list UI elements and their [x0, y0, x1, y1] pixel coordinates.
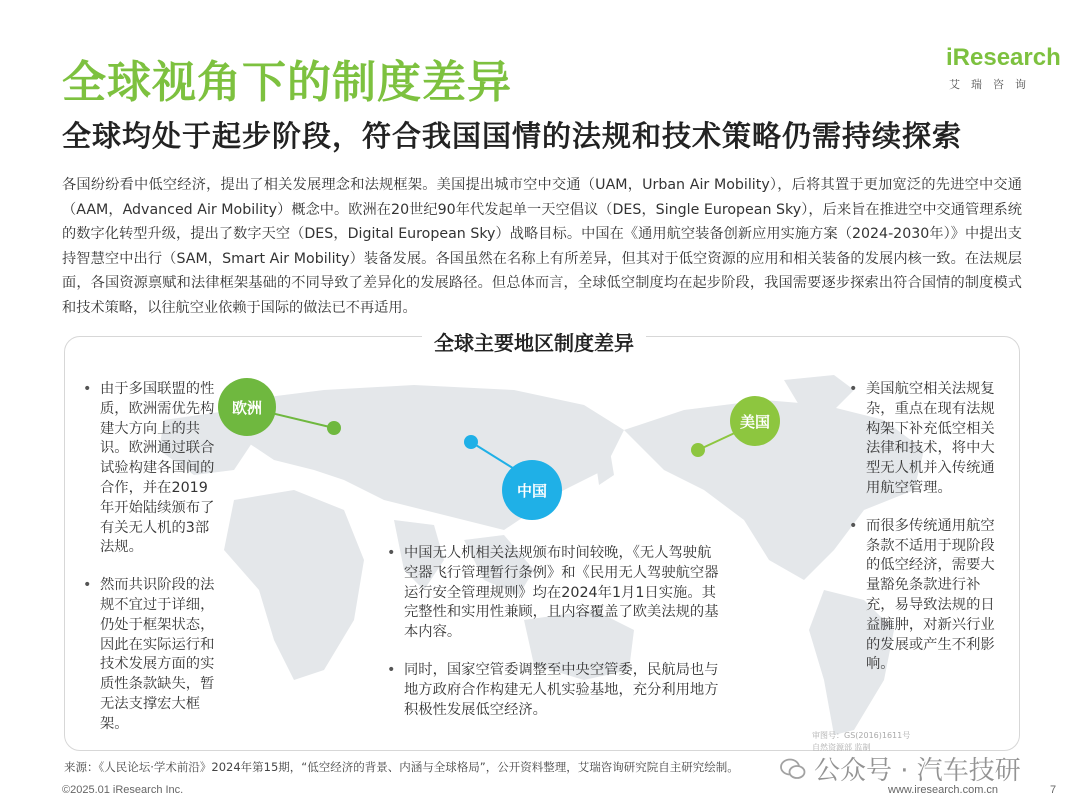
logo-sub: 艾瑞咨询: [949, 78, 1037, 91]
europe-label: 欧洲: [218, 378, 276, 436]
usa-label: 美国: [730, 396, 780, 446]
list-item: • 同时，国家空管委调整至中央空管委，民航局也与地方政府合作构建无人机实验基地，充分利用地方积极性发展低空经济。: [384, 661, 724, 720]
list-item: • 美国航空相关法规复杂，重点在现有法规构架下补充低空相关法律和技术，将中大型无人机并入传统通用航空管理。: [846, 380, 1006, 499]
logo-brand: iResearch: [946, 44, 1061, 71]
page-title: 全球视角下的制度差异: [62, 57, 512, 108]
footer-website[interactable]: www.iresearch.com.cn: [888, 784, 999, 796]
panel-title: 全球主要地区制度差异: [422, 327, 646, 356]
intro-paragraph: 各国纷纷看中低空经济，提出了相关发展理念和法规框架。美国提出城市空中交通（UAM，Urban Air Mobility），后将其置于更加宽泛的先进空中交通（AAM，Advanced Air Mobility）概念中。欧洲在20世纪90年代发起单一天空倡议（DES，Single European Sky），后来旨在推进空中交通管理系统的数字化转型升级，提出了数字天空（DES，Digital European Sky）战略目标。中国在《通用航空装备创新应用实施方案（2024-2030年）》中提出支持智慧空中出行（SAM，Smart Air Mobility）装备发展。各国虽然在名称上有所差异，但其对于低空资源的应用和相关装备的发展内核一致。在法规层面，各国资源禀赋和法律框架基础的不同导致了差异化的发展路径。但总体而言，全球低空制度均在起步阶段，我国需要逐步探索出符合国情的制度模式和技术策略，以往航空业依赖于国际的做法已不再适用。: [62, 177, 1022, 316]
watermark-text: 公众号 · 汽车技研: [814, 756, 1021, 786]
map-approval-stamp: 审图号：GS(2016)1611号 自然资源部 监制: [812, 731, 911, 752]
wechat-icon: [780, 758, 806, 780]
list-item: • 由于多国联盟的性质，欧洲需优先构建大方向上的共识。欧洲通过联合试验构建各国间的合作，并在2019年开始陆续颁布了有关无人机的3部法规。: [80, 380, 220, 558]
list-item: • 而很多传统通用航空条款不适用于现阶段的低空经济，需要大量豁免条款进行补充，易导致法规的日益臃肿，对新兴行业的发展或产生不利影响。: [846, 517, 1006, 675]
usa-notes: [846, 380, 1006, 693]
china-notes: [384, 544, 724, 738]
page-subtitle: 全球均处于起步阶段，符合我国国情的法规和技术策略仍需持续探索: [62, 119, 963, 153]
page-number: 7: [1050, 784, 1057, 796]
footer-copyright: ©2025.01 iResearch Inc.: [62, 784, 184, 796]
source-note: 来源：《人民论坛·学术前沿》2024年第15期，“低空经济的背景、内涵与全球格局”，公开资料整理，艾瑞咨询研究院自主研究绘制。: [64, 760, 739, 774]
list-item: • 然而共识阶段的法规不宜过于详细，仍处于框架状态，因此在实际运行和技术发展方面的实质性条款缺失，暂无法支撑宏大框架。: [80, 576, 220, 734]
list-item: • 中国无人机相关法规颁布时间较晚，《无人驾驶航空器飞行管理暂行条例》和《民用无人驾驶航空器运行安全管理规则》均在2024年1月1日实施。其完整性和实用性兼顾，且内容覆盖了欧美法规的基本内容。: [384, 544, 724, 643]
china-label: 中国: [502, 460, 562, 520]
iresearch-logo: [946, 40, 1061, 96]
watermark: [780, 750, 1021, 787]
europe-notes: [80, 380, 220, 753]
